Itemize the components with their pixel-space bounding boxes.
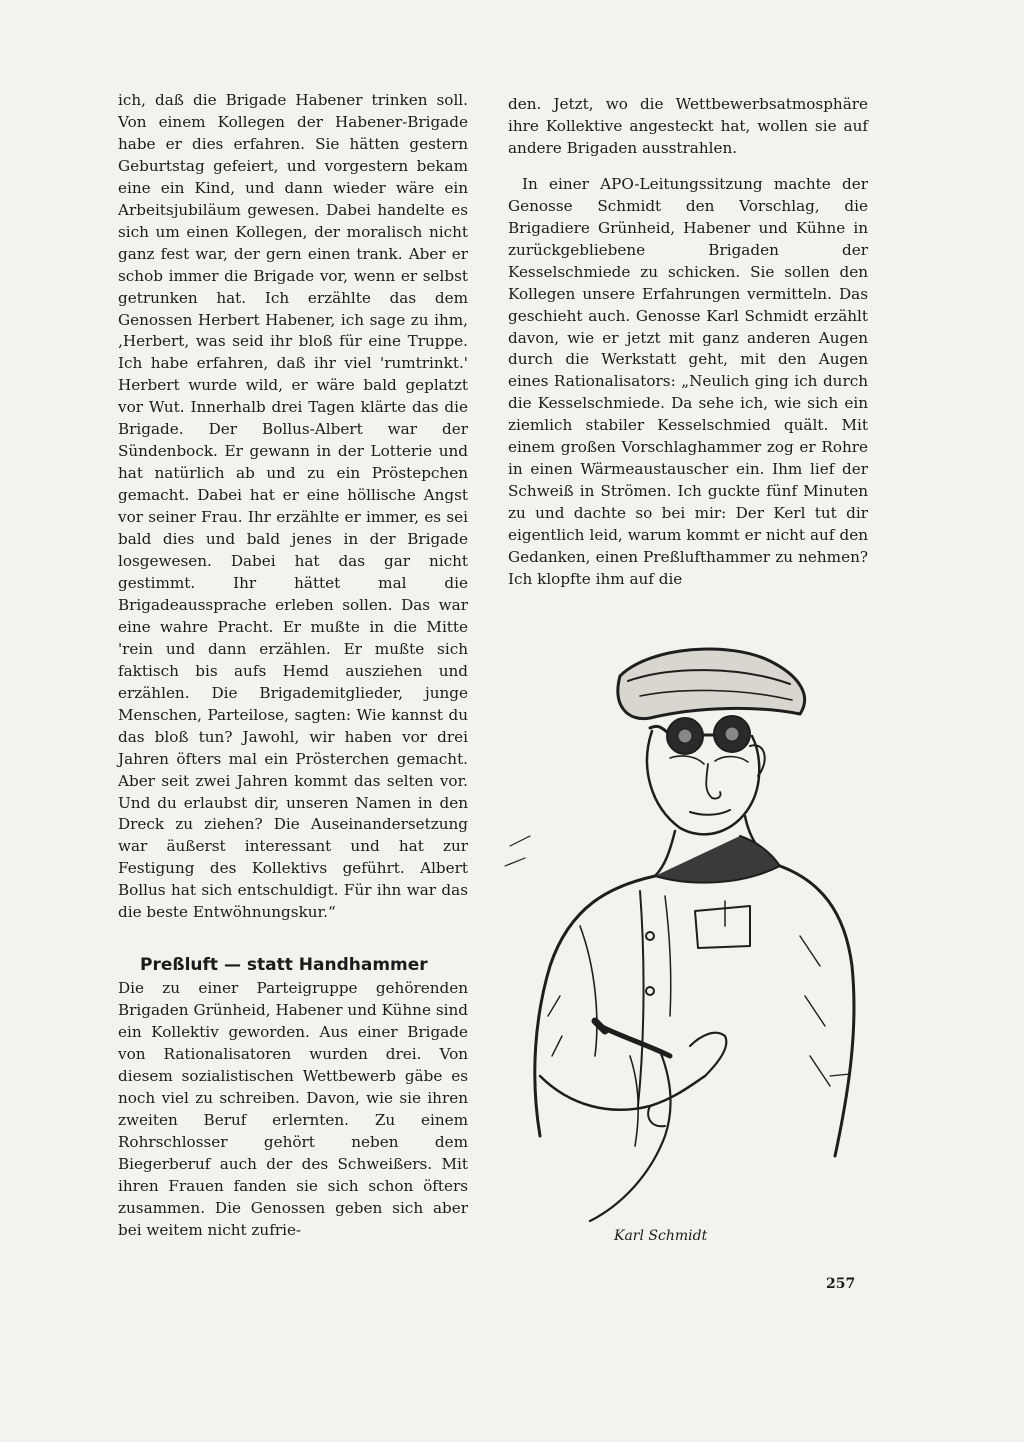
portrait-illustration	[500, 636, 860, 1226]
illustration-caption: Karl Schmidt	[614, 1228, 708, 1244]
right-text-column	[508, 94, 868, 591]
page-number: 257	[826, 1276, 856, 1292]
paragraph-right-2: In einer APO-Leitungssitzung machte der Genosse Schmidt den Vorschlag, die Brigadiere Grünheid, Habener und Kühne in zurückgebliebene Brigaden der Kesselschmiede zu schicken. Sie sollen den Kollegen unsere Erfahrungen vermitteln. Das geschieht auch. Genosse Karl Schmidt erzählt davon, wie er jetzt mit ganz anderen Augen durch die Werkstatt geht, mit den Augen eines Rationalisators: „Neulich ging ich durch die Kesselschmiede. Da sehe ich, wie sich ein ziemlich stabiler Kesselschmied quält. Mit einem großen Vorschlaghammer zog er Rohre in einen Wärmeaustauscher ein. Ihm lief der Schweiß in Strömen. Ich guckte fünf Minuten zu und dachte so bei mir: Der Kerl tut dir eigentlich leid, warum kommt er nicht auf den Gedanken, einen Preßlufthammer zu nehmen? Ich klopfte ihm auf die	[508, 174, 868, 589]
paragraph-right-1: den. Jetzt, wo die Wettbewerbsatmosphäre ihre Kollektive angesteckt hat, wollen sie auf andere Brigaden ausstrahlen.	[508, 95, 868, 157]
left-text-column	[118, 90, 468, 1242]
paragraph-left-2: Die zu einer Parteigruppe gehörenden Brigaden Grünheid, Habener und Kühne sind ein Kollektiv geworden. Aus einer Brigade von Rationalisatoren wurden drei. Von diesem sozialistischen Wettbewerb gäbe es noch viel zu schreiben. Davon, wie sie ihren zweiten Beruf erlernten. Zu einem Rohrschlosser gehört neben dem Biegerberuf auch der des Schweißers. Mit ihren Frauen fanden sie sich schon öfters zusammen. Die Genossen geben sich aber bei weitem nicht zufrie-	[118, 979, 468, 1239]
section-heading: Preßluft — statt Handhammer	[140, 955, 428, 976]
paragraph-left-1: ich, daß die Brigade Habener trinken soll. Von einem Kollegen der Habener-Brigade habe er dies erfahren. Sie hätten gestern Geburtstag gefeiert, und vorgestern bekam eine ein Kind, und dann wieder wäre ein Arbeitsjubiläum gewesen. Dabei handelte es sich um einen Kollegen, der moralisch nicht ganz fest war, der gern einen trank. Aber er schob immer die Brigade vor, wenn er selbst getrunken hat. Ich erzählte das dem Genossen Herbert Habener, ich sage zu ihm, ‚Herbert, was seid ihr bloß für eine Truppe. Ich habe erfahren, daß ihr viel 'rumtrinkt.' Herbert wurde wild, er wäre bald geplatzt vor Wut. Innerhalb drei Tagen klärte das die Brigade. Der Bollus-Albert war der Sündenbock. Er gewann in der Lotterie und hat natürlich ab und zu ein Pröstерchen gemacht. Dabei hat er eine höllische Angst vor seiner Frau. Ihr erzählte er immer, es sei bald dies und bald jenes in der Brigade losgewesen. Dabei hat das gar nicht gestimmt. Ihr hättet mal die Brigadeaussprache erleben sollen. Das war eine wahre Pracht. Er mußte in die Mitte 'rein und dann erzählen. Er mußte sich faktisch bis aufs Hemd ausziehen und erzählen. Die Brigademitglieder, junge Menschen, Parteilose, sagten: Wie kannst du das bloß tun? Jawohl, wir haben vor drei Jahren öfters mal ein Pröstеrchen gemacht. Aber seit zwei Jahren kommt das selten vor. Und du erlaubst dir, unseren Namen in den Dreck zu ziehen? Die Auseinandersetzung war äußerst interessant und hat zur Festigung des Kollektivs geführt. Albert Bollus hat sich entschuldigt. Für ihn war das die beste Entwöhnungskur.“	[118, 91, 468, 922]
